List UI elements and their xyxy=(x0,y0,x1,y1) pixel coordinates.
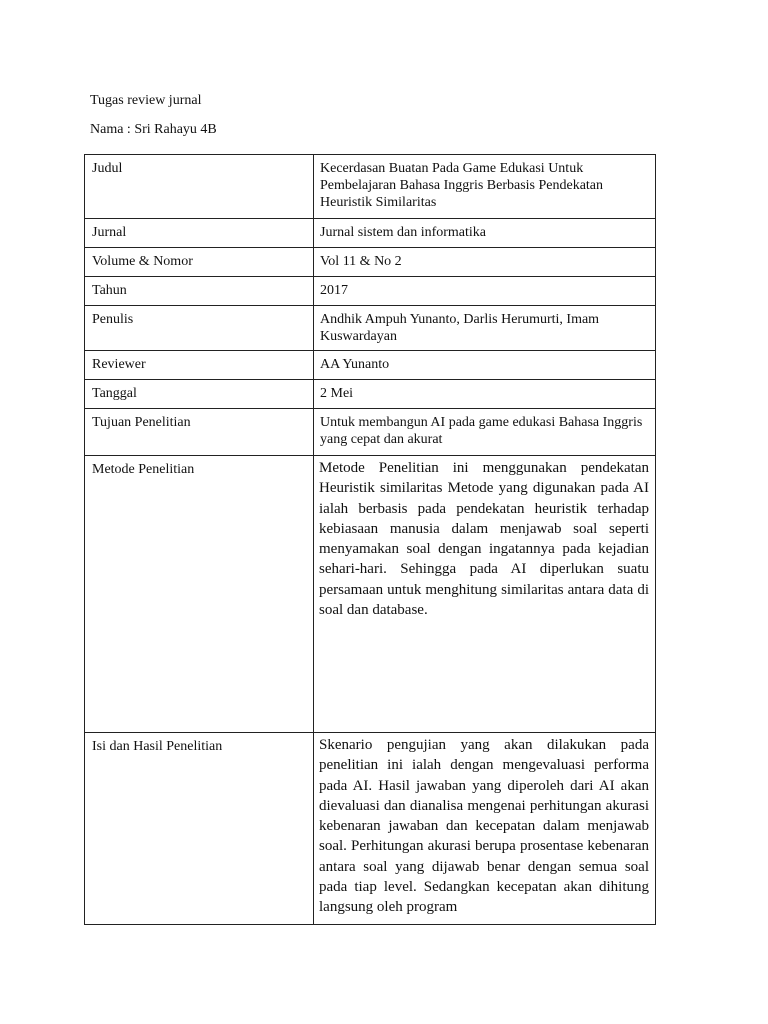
row-value: Skenario pengujian yang akan dilakukan pada penelitian ini ialah dengan mengevaluasi performa pada AI. Hasil jawaban yang diperoleh dari AI akan dievaluasi dan dianalisa mengenai perhitungan akurasi kebenaran jawaban dan kecepatan dalam menjawab soal. Perhitungan akurasi berupa prosentase kebenaran antara soal yang dijawab benar dengan semua soal pada tiap level. Sedangkan kecepatan akan dihitung langsung oleh program xyxy=(314,733,656,925)
table-row-metode-penelitian xyxy=(85,456,656,733)
row-value: Vol 11 & No 2 xyxy=(314,248,656,277)
row-label: Tujuan Penelitian xyxy=(85,409,314,456)
row-label: Penulis xyxy=(85,306,314,351)
table-row-tujuan-penelitian xyxy=(85,409,656,456)
review-table xyxy=(84,154,656,925)
table-row-isi-hasil-penelitian xyxy=(85,733,656,925)
row-label: Tahun xyxy=(85,277,314,306)
table-row-judul xyxy=(85,155,656,219)
row-value: AA Yunanto xyxy=(314,351,656,380)
table-row-reviewer xyxy=(85,351,656,380)
table-row-tanggal xyxy=(85,380,656,409)
row-label: Volume & Nomor xyxy=(85,248,314,277)
table-row-penulis xyxy=(85,306,656,351)
row-value: Kecerdasan Buatan Pada Game Edukasi Untuk Pembelajaran Bahasa Inggris Berbasis Pendekatan Heuristik Similaritas xyxy=(314,155,656,219)
document-title: Tugas review jurnal xyxy=(90,93,202,108)
row-label: Isi dan Hasil Penelitian xyxy=(85,733,314,925)
student-name: Nama : Sri Rahayu 4B xyxy=(90,122,217,137)
row-value: Untuk membangun AI pada game edukasi Bahasa Inggris yang cepat dan akurat xyxy=(314,409,656,456)
table-row-jurnal xyxy=(85,219,656,248)
row-value: 2 Mei xyxy=(314,380,656,409)
row-label: Judul xyxy=(85,155,314,219)
row-value: Andhik Ampuh Yunanto, Darlis Herumurti, Imam Kuswardayan xyxy=(314,306,656,351)
row-label: Tanggal xyxy=(85,380,314,409)
table-row-tahun xyxy=(85,277,656,306)
row-label: Metode Penelitian xyxy=(85,456,314,733)
row-value: Jurnal sistem dan informatika xyxy=(314,219,656,248)
row-label: Reviewer xyxy=(85,351,314,380)
row-value: Metode Penelitian ini menggunakan pendekatan Heuristik similaritas Metode yang digunakan pada AI ialah berbasis pada pendekatan heuristik terhadap kebiasaan manusia dalam menjawab soal seperti menyamakan soal dengan ingatannya pada kejadian sehari-hari. Sehingga pada AI diperlukan suatu persamaan untuk menghitung similaritas antara data di soal dan database. xyxy=(314,456,656,733)
row-value: 2017 xyxy=(314,277,656,306)
row-label: Jurnal xyxy=(85,219,314,248)
table-row-volume-nomor xyxy=(85,248,656,277)
